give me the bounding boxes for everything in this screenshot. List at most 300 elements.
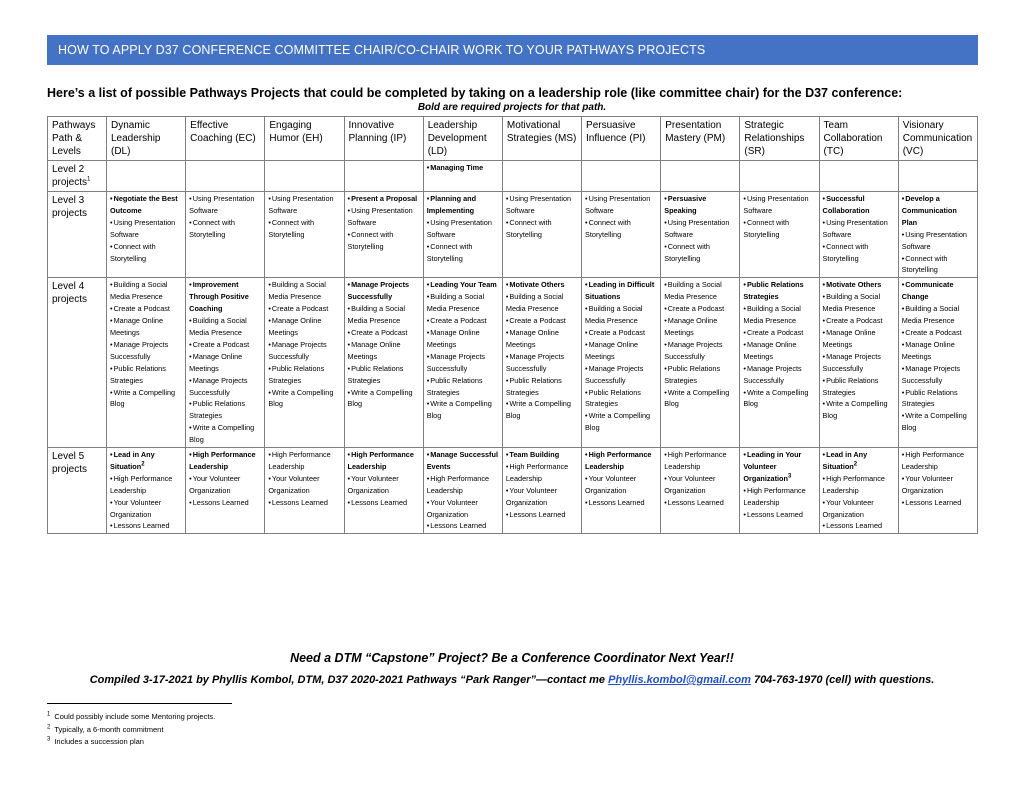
project-name: Lessons Learned (351, 497, 408, 507)
header-row (48, 117, 978, 161)
footnote-marker: 2 (853, 461, 858, 468)
project-name: Manage Successful Events (426, 450, 498, 471)
project-cell (344, 192, 423, 278)
project-name: Leading in Your Volunteer Organization (743, 450, 802, 483)
project-item (823, 291, 895, 315)
required-project (189, 449, 261, 473)
project-item (902, 253, 974, 277)
project-item (189, 497, 261, 509)
project-item (268, 303, 340, 315)
project-item (189, 422, 261, 446)
project-name: Building a Social Media Presence (110, 280, 168, 302)
project-item (427, 497, 499, 521)
project-name: Develop a Communication Plan (901, 194, 957, 227)
project-name: High Performance Leadership (505, 461, 569, 483)
project-name: Manage Online Meetings (110, 316, 164, 337)
project-item (506, 217, 578, 241)
project-name: Manage Online Meetings (426, 327, 480, 349)
project-name: Connect with Storytelling (347, 229, 394, 251)
project-name: Using Presentation Software (743, 194, 809, 215)
project-item (268, 473, 340, 497)
project-name: High Performance Leadership (585, 450, 652, 471)
project-name: Your Volunteer Organization (347, 473, 399, 495)
phone-text: 704-763-1970 (cell) with questions. (750, 674, 935, 686)
project-item (268, 339, 340, 363)
project-item (348, 497, 420, 509)
project-name: Using Presentation Software (347, 205, 413, 227)
level-label-text: Level 5 projects (52, 451, 88, 476)
project-name: Successful Collaboration (822, 194, 870, 215)
project-name: Building a Social Media Presence (505, 292, 564, 314)
level-label-text: Level 2 projects (52, 164, 88, 188)
required-project (902, 279, 974, 303)
project-cell (582, 192, 661, 278)
project-item (585, 217, 657, 241)
project-item (823, 375, 895, 399)
project-name: Public Relations Strategies (901, 387, 958, 409)
project-item (268, 279, 340, 303)
project-name: Building a Social Media Presence (189, 316, 247, 337)
project-cell (740, 278, 819, 448)
project-cell (344, 278, 423, 448)
project-item (506, 351, 578, 375)
project-name: Manage Projects Successfully (505, 351, 565, 373)
project-item (189, 193, 261, 217)
project-name: Manage Online Meetings (347, 339, 401, 361)
project-name: Lessons Learned (588, 497, 645, 507)
project-item (902, 363, 974, 387)
project-name: Lessons Learned (746, 509, 803, 519)
project-name: Write a Compelling Blog (585, 411, 651, 433)
project-name: Connect with Storytelling (743, 217, 790, 239)
footnote-text: Typically, a 6-month commitment (54, 724, 164, 734)
project-item (902, 387, 974, 411)
project-item (427, 327, 499, 351)
project-name: Write a Compelling Blog (347, 387, 413, 409)
project-item (110, 339, 182, 363)
project-cell (502, 278, 581, 448)
project-item (110, 363, 182, 387)
project-name: Lead in Any Situation (822, 450, 868, 471)
project-item (823, 217, 895, 241)
project-name: Manage Online Meetings (585, 339, 639, 361)
project-cell (582, 278, 661, 448)
project-item (348, 339, 420, 363)
footnote-marker: 2 (141, 461, 145, 468)
project-item (427, 351, 499, 375)
path-header: Strategic Relationships (SR) (740, 117, 819, 161)
project-name: Public Relations Strategies (426, 375, 483, 397)
project-name: Create a Podcast (905, 327, 962, 337)
level-label-text: Level 3 projects (52, 195, 88, 219)
project-name: Building a Social Media Presence (268, 280, 326, 302)
project-item (902, 497, 974, 509)
compiled-by (0, 674, 1024, 686)
project-name: Motivate Others (826, 280, 882, 290)
project-name: Public Relations Strategies (822, 375, 879, 397)
project-item (585, 327, 657, 339)
project-name: Lessons Learned (667, 497, 724, 507)
project-name: High Performance Leadership (268, 450, 331, 471)
project-name: Connect with Storytelling (110, 241, 156, 263)
project-name: Manage Projects Successfully (664, 339, 723, 361)
project-cell (582, 161, 661, 192)
project-item (664, 497, 736, 509)
project-name: Using Presentation Software (426, 217, 492, 239)
required-project (189, 279, 261, 315)
project-name: Public Relations Strategies (585, 387, 641, 409)
project-name: Connect with Storytelling (664, 241, 710, 263)
project-item (348, 303, 420, 327)
project-cell (661, 448, 740, 534)
footnote-marker: 1 (87, 176, 91, 183)
project-name: Connect with Storytelling (268, 217, 315, 239)
project-cell (740, 161, 819, 192)
project-item (427, 473, 499, 497)
required-project (506, 449, 578, 461)
footnote-divider (47, 703, 232, 704)
project-name: Your Volunteer Organization (901, 473, 953, 495)
project-name: Lessons Learned (905, 497, 962, 507)
project-item (743, 509, 815, 521)
project-name: Manage Online Meetings (505, 327, 559, 349)
project-item (823, 315, 895, 327)
level-label (48, 192, 107, 278)
project-name: Lessons Learned (509, 509, 566, 519)
footnote (47, 724, 215, 737)
corner-cell: Pathways Path & Levels (48, 117, 107, 161)
project-name: Building a Social Media Presence (664, 280, 722, 302)
project-name: Write a Compelling Blog (189, 423, 255, 445)
project-item (427, 375, 499, 399)
project-item (743, 193, 815, 217)
project-name: Lead in Any Situation (110, 450, 155, 471)
project-cell (819, 278, 898, 448)
path-header: Presentation Mastery (PM) (661, 117, 740, 161)
project-name: Public Relations Strategies (189, 399, 246, 421)
email-link[interactable]: Phyllis.kombol@gmail.com (608, 674, 751, 686)
required-project (743, 279, 815, 303)
required-project (585, 279, 657, 303)
project-name: Create a Podcast (351, 327, 408, 337)
project-cell (582, 448, 661, 534)
project-name: Manage Projects Successfully (822, 351, 881, 373)
project-name: Create a Podcast (271, 304, 329, 314)
project-cell (502, 192, 581, 278)
project-item (268, 497, 340, 509)
project-item (506, 509, 578, 521)
project-name: Using Presentation Software (822, 217, 888, 239)
project-item (110, 387, 182, 411)
project-item (268, 363, 340, 387)
project-item (823, 327, 895, 351)
footnote-number: 2 (47, 724, 51, 730)
project-item (506, 398, 578, 422)
footnote-marker: 3 (787, 473, 792, 480)
project-item (743, 303, 815, 327)
project-name: Public Relations Strategies (268, 363, 325, 385)
project-name: Create a Podcast (509, 316, 566, 326)
project-item (585, 387, 657, 411)
project-item (743, 217, 815, 241)
project-item (902, 410, 974, 434)
project-name: Your Volunteer Organization (822, 497, 874, 519)
project-cell (186, 278, 265, 448)
project-name: Building a Social Media Presence (822, 292, 881, 314)
project-name: High Performance Leadership (822, 473, 885, 495)
pathways-table (47, 116, 978, 534)
project-name: Write a Compelling Blog (110, 387, 176, 409)
project-item (585, 363, 657, 387)
project-item (427, 520, 499, 532)
project-item (664, 217, 736, 241)
project-item (348, 327, 420, 339)
footnotes (47, 711, 215, 749)
project-name: Write a Compelling Blog (822, 399, 888, 421)
project-name: Building a Social Media Presence (585, 304, 643, 326)
project-item (823, 520, 895, 532)
project-item (902, 449, 974, 473)
project-name: High Performance Leadership (189, 450, 256, 471)
project-item (506, 461, 578, 485)
required-project (110, 193, 182, 217)
required-project (664, 193, 736, 217)
project-name: Building a Social Media Presence (743, 304, 801, 326)
project-name: High Performance Leadership (110, 473, 173, 495)
project-name: High Performance Leadership (743, 485, 806, 507)
project-name: Managing Time (430, 163, 484, 172)
project-item (110, 217, 182, 241)
project-name: Write a Compelling Blog (426, 399, 492, 421)
required-project (427, 193, 499, 217)
project-item (427, 217, 499, 241)
path-header: Effective Coaching (EC) (186, 117, 265, 161)
project-name: Connect with Storytelling (426, 241, 473, 263)
project-item (664, 279, 736, 303)
project-item (506, 193, 578, 217)
project-item (268, 387, 340, 411)
level-label (48, 448, 107, 534)
project-item (110, 303, 182, 315)
project-name: Your Volunteer Organization (505, 485, 558, 507)
project-cell (186, 192, 265, 278)
project-item (427, 291, 499, 315)
project-item (268, 315, 340, 339)
project-name: Persuasive Speaking (664, 194, 707, 215)
project-item (664, 339, 736, 363)
project-name: Manage Projects Successfully (347, 280, 410, 302)
project-cell (898, 192, 977, 278)
project-cell (344, 161, 423, 192)
project-item (189, 315, 261, 339)
required-project (506, 279, 578, 291)
project-name: Manage Projects Successfully (743, 363, 802, 385)
project-cell (740, 192, 819, 278)
compiled-text: Compiled 3-17-2021 by Phyllis Kombol, DTM, D37 2020-2021 Pathways “Park Ranger”—contact me (89, 674, 609, 686)
project-name: Connect with Storytelling (189, 217, 235, 239)
project-item (110, 497, 182, 521)
required-project (823, 279, 895, 291)
level-label-text: Level 4 projects (52, 281, 88, 306)
path-header: Motivational Strategies (MS) (502, 117, 581, 161)
project-name: Manage Projects Successfully (585, 363, 644, 385)
project-cell (265, 278, 344, 448)
project-item (348, 229, 420, 253)
project-name: Write a Compelling Blog (268, 387, 334, 409)
project-cell (107, 192, 186, 278)
footnote (47, 736, 215, 749)
footnote-text: Could possibly include some Mentoring projects. (54, 712, 216, 721)
project-item (110, 315, 182, 339)
project-item (189, 351, 261, 375)
project-name: Manage Online Meetings (664, 316, 718, 337)
bold-note: Bold are required projects for that path. (417, 102, 607, 113)
project-item (664, 363, 736, 387)
footnote-number: 1 (47, 711, 51, 718)
project-name: Manage Projects Successfully (189, 375, 248, 397)
project-item (823, 398, 895, 422)
path-header: Team Collaboration (TC) (819, 117, 898, 161)
project-cell (186, 161, 265, 192)
path-header: Persuasive Influence (PI) (582, 117, 661, 161)
level-row (48, 192, 978, 278)
project-item (664, 303, 736, 315)
project-item (268, 449, 340, 473)
project-name: Create a Podcast (746, 327, 804, 337)
project-item (823, 497, 895, 521)
project-cell (344, 448, 423, 534)
project-item (506, 327, 578, 351)
project-name: Your Volunteer Organization (426, 497, 478, 519)
project-item (110, 473, 182, 497)
project-name: Using Presentation Software (664, 217, 730, 239)
project-name: Leading in Difficult Situations (585, 280, 655, 302)
project-cell (107, 278, 186, 448)
project-name: Create a Podcast (588, 327, 645, 337)
project-cell (423, 278, 502, 448)
project-name: Improvement Through Positive Coaching (189, 280, 249, 314)
project-name: Using Presentation Software (268, 194, 334, 215)
project-cell (898, 161, 977, 192)
project-cell (502, 448, 581, 534)
project-cell (107, 161, 186, 192)
project-name: Communicate Change (901, 280, 954, 302)
required-project (427, 162, 499, 174)
project-name: Lessons Learned (271, 497, 328, 507)
project-cell (740, 448, 819, 534)
project-name: Manage Online Meetings (189, 351, 243, 373)
project-item (902, 473, 974, 497)
project-name: Planning and Implementing (426, 194, 477, 215)
project-name: High Performance Leadership (664, 450, 727, 471)
footnote-number: 3 (47, 736, 51, 743)
project-name: Your Volunteer Organization (110, 497, 162, 519)
required-project (427, 279, 499, 291)
project-name: High Performance Leadership (901, 450, 965, 471)
project-name: Manage Projects Successfully (901, 363, 961, 385)
project-item (902, 303, 974, 327)
project-cell (898, 278, 977, 448)
project-name: Create a Podcast (192, 339, 250, 349)
project-name: Write a Compelling Blog (743, 387, 809, 409)
project-name: Lessons Learned (826, 521, 883, 531)
required-project (348, 449, 420, 473)
required-project (110, 449, 182, 473)
project-item (506, 375, 578, 399)
project-name: Create a Podcast (667, 304, 725, 314)
project-name: Manage Online Meetings (268, 316, 322, 337)
project-name: Connect with Storytelling (585, 217, 631, 239)
footnote (47, 711, 215, 724)
intro-text: Here’s a list of possible Pathways Projects that could be completed by taking on a leadership role (like committee chair) for the D37 conference: (47, 86, 903, 100)
project-item (902, 229, 974, 253)
project-item (427, 398, 499, 422)
project-cell (265, 448, 344, 534)
project-cell (423, 161, 502, 192)
project-item (585, 497, 657, 509)
path-header: Dynamic Leadership (DL) (107, 117, 186, 161)
project-item (506, 291, 578, 315)
project-name: Team Building (509, 450, 560, 460)
project-item (664, 449, 736, 473)
project-name: Manage Projects Successfully (268, 339, 327, 361)
project-item (743, 485, 815, 509)
project-name: Public Relations Strategies (743, 280, 804, 302)
project-name: Your Volunteer Organization (585, 473, 637, 495)
project-cell (819, 192, 898, 278)
project-name: Connect with Storytelling (901, 253, 948, 275)
required-project (348, 193, 420, 205)
project-name: Using Presentation Software (110, 217, 176, 239)
project-item (823, 351, 895, 375)
project-item (427, 241, 499, 265)
required-project (585, 449, 657, 473)
project-item (823, 241, 895, 265)
project-name: Lessons Learned (113, 521, 170, 531)
project-name: Write a Compelling Blog (505, 399, 571, 421)
project-name: Create a Podcast (826, 316, 883, 326)
project-name: Using Presentation Software (585, 194, 651, 215)
project-name: Manage Online Meetings (822, 327, 876, 349)
project-item (585, 473, 657, 497)
required-project (823, 449, 895, 473)
project-cell (265, 161, 344, 192)
project-name: Public Relations Strategies (110, 363, 166, 385)
project-name: High Performance Leadership (426, 473, 490, 495)
required-project (743, 449, 815, 485)
project-name: Negotiate the Best Outcome (110, 194, 178, 215)
project-item (585, 193, 657, 217)
project-item (664, 473, 736, 497)
project-name: Create a Podcast (113, 304, 170, 314)
project-name: Connect with Storytelling (822, 241, 869, 263)
project-item (348, 363, 420, 387)
project-name: Using Presentation Software (901, 229, 967, 251)
project-cell (107, 448, 186, 534)
capstone-callout: Need a DTM “Capstone” Project? Be a Conference Coordinator Next Year!! (290, 651, 734, 665)
project-name: Building a Social Media Presence (901, 304, 960, 326)
project-item (664, 387, 736, 411)
project-name: Manage Online Meetings (743, 339, 797, 361)
project-cell (186, 448, 265, 534)
project-item (585, 303, 657, 327)
project-name: Manage Projects Successfully (426, 351, 486, 373)
required-project (902, 193, 974, 229)
project-name: Leading Your Team (430, 280, 497, 290)
project-name: Your Volunteer Organization (189, 473, 241, 495)
page-banner: HOW TO APPLY D37 CONFERENCE COMMITTEE CHAIR/CO-CHAIR WORK TO YOUR PATHWAYS PROJECTS (47, 35, 978, 65)
project-item (189, 339, 261, 351)
